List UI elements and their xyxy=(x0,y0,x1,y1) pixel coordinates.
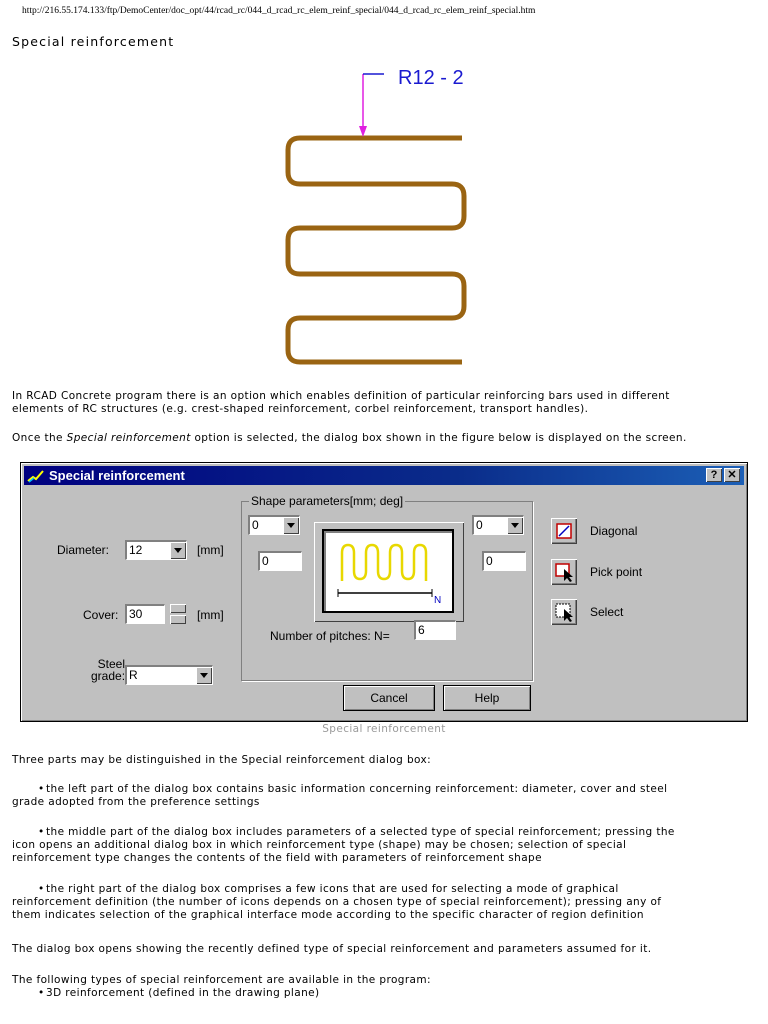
figure-caption: Special reinforcement xyxy=(322,723,446,735)
help-button[interactable]: Help xyxy=(443,685,531,711)
diagonal-icon xyxy=(551,518,577,544)
cover-unit: [mm] xyxy=(197,608,224,622)
select-button[interactable] xyxy=(551,599,577,625)
list-item: •3D reinforcement (defined in the drawing plane) xyxy=(38,987,320,999)
bar-shape xyxy=(288,138,464,362)
close-title-button[interactable]: ✕ xyxy=(724,468,740,482)
right-parameter-input[interactable]: 0 xyxy=(482,551,526,571)
bar-label: R12 - 2 xyxy=(398,67,464,89)
meander-shape-icon xyxy=(324,531,452,611)
cover-label: Cover: xyxy=(83,608,119,622)
pitches-input[interactable]: 6 xyxy=(414,620,456,640)
shape-preview xyxy=(322,529,454,613)
diameter-combo[interactable]: 12 xyxy=(125,540,187,560)
shape-parameters-group xyxy=(241,494,533,681)
right-angle-combo[interactable]: 0 xyxy=(472,515,524,535)
select-label: Select xyxy=(590,605,624,619)
dialog-title: Special reinforcement xyxy=(49,468,185,483)
steel-grade-combo[interactable]: R xyxy=(125,665,213,685)
diagonal-label: Diagonal xyxy=(590,524,638,538)
intro-paragraph: In RCAD Concrete program there is an option which enables definition of particular reinforcing bars used in different elements of RC structures (e.g. crest-shaped reinforcement, corbel reinforcement, transport handles). xyxy=(12,390,670,415)
cover-input[interactable]: 30 xyxy=(125,604,165,624)
reinforcement-icon xyxy=(27,468,45,483)
chevron-down-icon[interactable] xyxy=(283,517,299,534)
help-title-button[interactable]: ? xyxy=(706,468,722,482)
page-url: http://216.55.174.133/ftp/DemoCenter/doc_opt/44/rcad_rc/044_d_rcad_rc_elem_reinf_special/044_d_rcad_rc_elem_reinf_special.htm xyxy=(22,6,536,16)
page-title: Special reinforcement xyxy=(12,34,175,49)
pointer-arrow xyxy=(359,126,367,137)
pitches-label: Number of pitches: N= xyxy=(270,629,390,643)
pick-point-label: Pick point xyxy=(590,565,643,579)
list-item: •the right part of the dialog box comprises a few icons that are used for selecting a mode of graphical reinforcement definition (the number of icons depends on a chosen type of special reinforcement); pressing any of them indicates selection of the graphical interface mode according to the specific character of region definition xyxy=(12,883,662,921)
types-intro: The following types of special reinforcement are available in the program: xyxy=(12,974,431,986)
once-paragraph: Once the Special reinforcement option is selected, the dialog box shown in the figure below is displayed on the screen. xyxy=(12,432,687,444)
diameter-unit: [mm] xyxy=(197,543,224,557)
left-angle-combo[interactable]: 0 xyxy=(248,515,300,535)
dialog-titlebar xyxy=(24,466,744,485)
select-icon xyxy=(551,599,577,625)
chevron-down-icon[interactable] xyxy=(170,542,186,559)
pick-point-icon xyxy=(551,559,577,585)
chevron-down-icon[interactable] xyxy=(196,667,212,684)
three-parts-paragraph: Three parts may be distinguished in the Special reinforcement dialog box: xyxy=(12,754,432,766)
diagonal-button[interactable] xyxy=(551,518,577,544)
left-parameter-input[interactable]: 0 xyxy=(258,551,302,571)
shape-type-button[interactable] xyxy=(314,522,464,622)
special-reinforcement-dialog xyxy=(20,462,748,722)
chevron-down-icon[interactable] xyxy=(507,517,523,534)
cancel-button[interactable]: Cancel xyxy=(343,685,435,711)
shape-n-letter: N xyxy=(434,595,442,606)
reinforcement-drawing xyxy=(280,62,480,367)
list-item: •the middle part of the dialog box includes parameters of a selected type of special reinforcement; pressing the icon opens an additional dialog box in which reinforcement type (shape) may be chosen; selection of special reinforcement type changes the contents of the field with parameters of reinforcement shape xyxy=(12,826,675,864)
opens-paragraph: The dialog box opens showing the recently defined type of special reinforcement and parameters assumed for it. xyxy=(12,943,652,955)
pick-point-button[interactable] xyxy=(551,559,577,585)
list-item: •the left part of the dialog box contains basic information concerning reinforcement: diameter, cover and steel grade adopted from the preference settings xyxy=(12,783,668,808)
spin-down-icon[interactable] xyxy=(170,615,186,624)
group-title: Shape parameters[mm; deg] xyxy=(251,494,404,508)
cover-stepper[interactable] xyxy=(170,604,186,624)
steel-grade-label: Steel grade: xyxy=(91,657,126,683)
diameter-label: Diameter: xyxy=(57,543,110,557)
spin-up-icon[interactable] xyxy=(170,604,186,613)
